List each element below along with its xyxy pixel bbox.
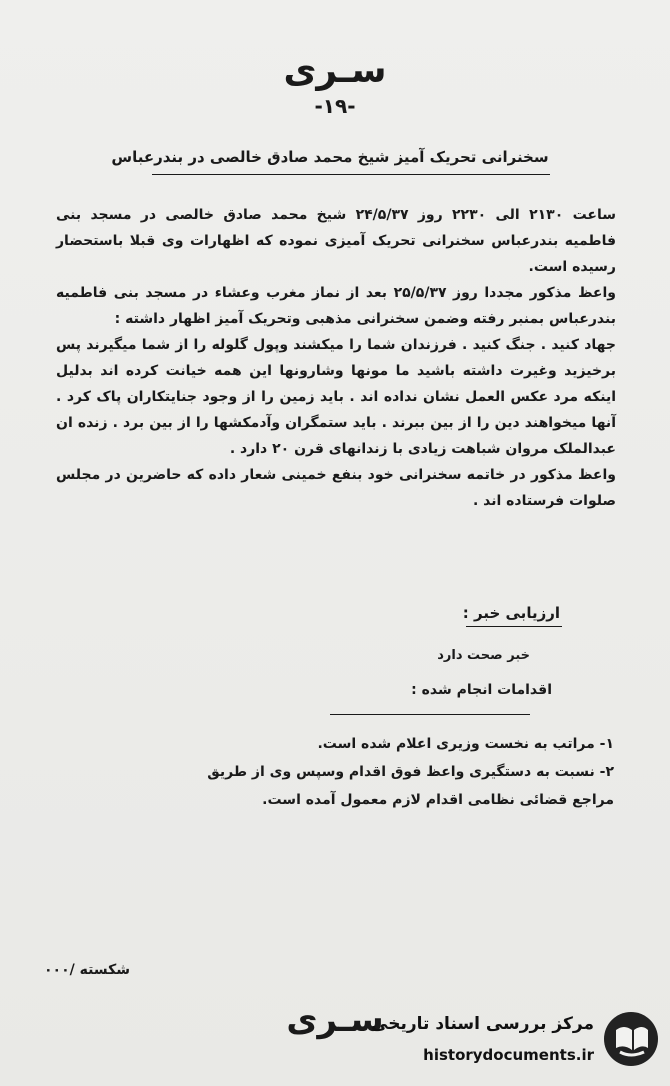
title-underline [152, 174, 550, 175]
classification-stamp-bottom: سـری [286, 1000, 384, 1040]
paragraph-4: واعظ مذکور در خاتمه سخنرانی خود بنفع خمینی شعار داده که حاضرین در مجلس صلوات فرستاده اند . [56, 467, 616, 509]
paragraph-1: ساعت ۲۱۳۰ الی ۲۲۳۰ روز ۲۴/۵/۳۷ شیخ محمد صادق خالصی در مسجد بنی فاطمیه بندرعباس سخنرانی تحریک آمیزی نموده که اظهارات وی قبلا باستحضار رسیده است. [56, 207, 616, 275]
action-item: ۲- نسبت به دستگیری واعظ فوق اقدام وسپس وی از طریق مراجع قضائی نظامی اقدام لازم معمول آمده است. [207, 764, 614, 808]
actions-taken-label: اقدامات انجام شده : [411, 682, 552, 698]
actions-divider [330, 714, 530, 715]
watermark-url[interactable]: historydocuments.ir [423, 1046, 594, 1064]
document-body [56, 202, 616, 514]
report-label-underline [466, 626, 562, 627]
document-number: -۱۹- [314, 94, 356, 118]
evaluation-text: خبر صحت دارد [437, 648, 530, 663]
document-title: سخنرانی تحریک آمیز شیخ محمد صادق خالصی در بندرعباس [111, 148, 549, 166]
pages-count: شکسته /۰۰۰ [44, 962, 130, 978]
paragraph-3: جهاد کنید . جنگ کنید . فرزندان شما را میکشند وپول گلوله را از شما میگیرند پس برخیزید وغیرت داشته باشید ما مونها وشارونها این همه خیانت کرده اند بدلیل اینکه مرد عکس العمل نشان نداده اند . باید زمین را از وجود جنایتکاران پاک کرد . آنها میخواهند دین را از بین ببرند . باید ستمگران وآدمکشها را از بین برد . زنده ان عبدالملک مروان شباهت زیادی با زندانهای قرن ۲۰ دارد . [56, 337, 616, 457]
action-item: ۱- مراتب به نخست وزیری اعلام شده است. [317, 736, 614, 752]
archive-logo-icon [602, 1010, 660, 1068]
classification-stamp-top: سـری [283, 50, 387, 91]
actions-list [194, 730, 614, 814]
watermark-title: مرکز بررسی اسناد تاریخی [371, 1014, 594, 1034]
paragraph-2: واعظ مذکور مجددا روز ۲۵/۵/۳۷ بعد از نماز مغرب وعشاء در مسجد بنی فاطمیه بندرعباس بمنبر رفته وضمن سخنرانی مذهبی وتحریک آمیز اظهار داشته : [56, 285, 616, 327]
watermark [370, 1006, 660, 1076]
report-evaluation-label: ارزیابی خبر : [462, 604, 560, 622]
